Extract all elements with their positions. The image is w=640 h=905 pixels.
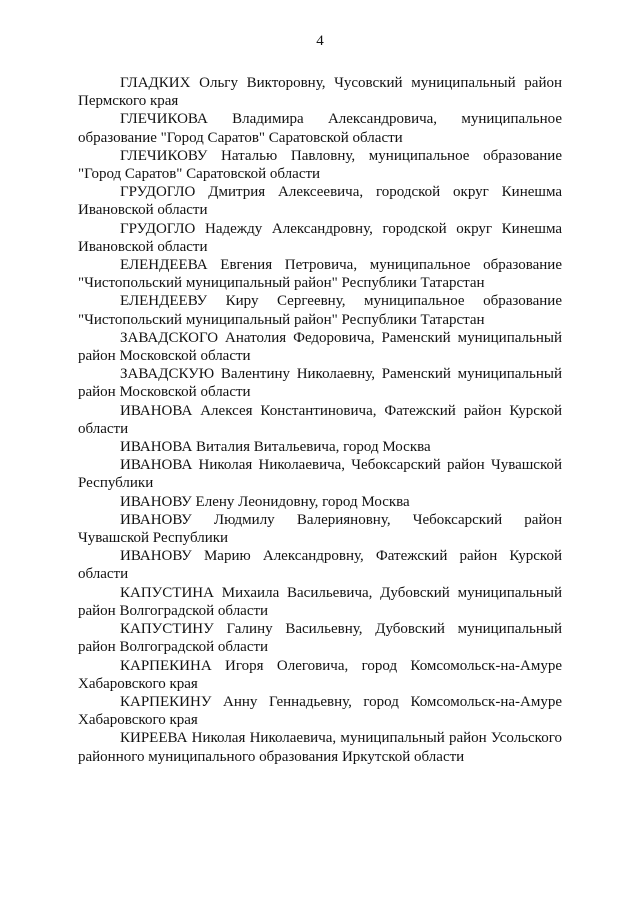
- list-item: ИВАНОВУ Людмилу Валерияновну, Чебоксарский район Чувашской Республики: [78, 511, 562, 547]
- list-item: ГРУДОГЛО Надежду Александровну, городской округ Кинешма Ивановской области: [78, 220, 562, 255]
- list-item: ГЛАДКИХ Ольгу Викторовну, Чусовский муниципальный район Пермского края: [78, 75, 562, 110]
- list-item: ЕЛЕНДЕЕВА Евгения Петровича, муниципальное образование "Чистопольский муниципальный район" Республики Татарстан: [78, 257, 562, 292]
- list-item: ИВАНОВУ Марию Александровну, Фатежский район Курской области: [78, 548, 562, 583]
- list-item: ИВАНОВА Николая Николаевича, Чебоксарский район Чувашской Республики: [78, 457, 562, 492]
- list-item: ГЛЕЧИКОВУ Наталью Павловну, муниципальное образование "Город Саратов" Саратовской области: [78, 147, 562, 183]
- list-item: КАРПЕКИНУ Анну Геннадьевну, город Комсомольск-на-Амуре Хабаровского края: [78, 693, 562, 729]
- list-item: ИВАНОВУ Елену Леонидовну, город Москва: [120, 493, 410, 510]
- list-item: ЗАВАДСКОГО Анатолия Федоровича, Раменский муниципальный район Московской области: [78, 329, 562, 365]
- list-item: КАПУСТИНУ Галину Васильевну, Дубовский муниципальный район Волгоградской области: [78, 621, 562, 656]
- list-item: КАРПЕКИНА Игоря Олеговича, город Комсомольск-на-Амуре Хабаровского края: [78, 657, 562, 692]
- list-item: ЕЛЕНДЕЕВУ Киру Сергеевну, муниципальное образование "Чистопольский муниципальный район" Республики Татарстан: [78, 293, 562, 328]
- list-item: ИВАНОВА Алексея Константиновича, Фатежский район Курской области: [78, 402, 562, 437]
- list-item: ИВАНОВА Виталия Витальевича, город Москва: [120, 439, 431, 456]
- list-item: КАПУСТИНА Михаила Васильевича, Дубовский муниципальный район Волгоградской области: [78, 584, 562, 619]
- list-item: ЗАВАДСКУЮ Валентину Николаевну, Раменский муниципальный район Московской области: [78, 366, 562, 401]
- page-number: 4: [316, 33, 324, 49]
- list-item: КИРЕЕВА Николая Николаевича, муниципальный район Усольского районного муниципального образования Иркутской области: [78, 730, 562, 765]
- list-item: ГЛЕЧИКОВА Владимира Александровича, муниципальное образование "Город Саратов" Саратовской области: [78, 111, 562, 146]
- award-list: [78, 74, 562, 766]
- list-item: ГРУДОГЛО Дмитрия Алексеевича, городской округ Кинешма Ивановской области: [78, 184, 562, 219]
